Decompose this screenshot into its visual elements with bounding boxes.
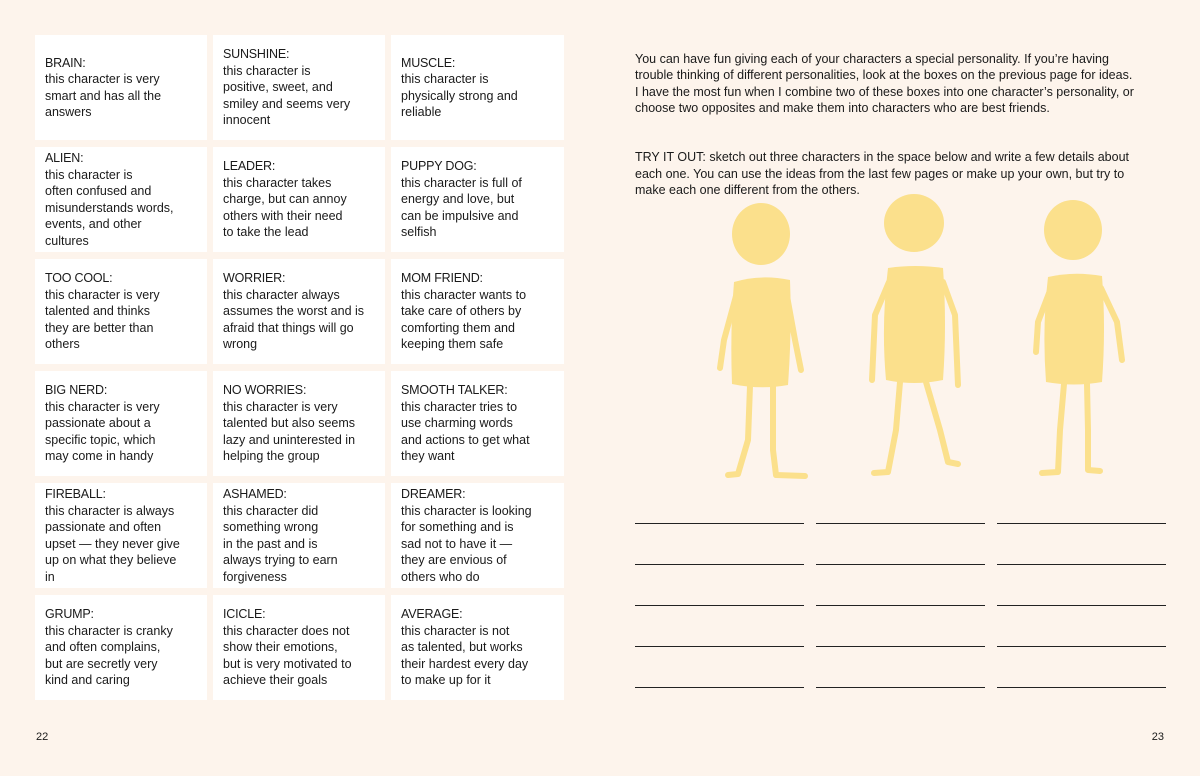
personality-card-sunshine <box>213 35 385 140</box>
right-page <box>600 0 1200 776</box>
card-text: this character does not show their emotions, but is very motivated to achieve their goals <box>223 623 352 688</box>
character-figures <box>660 190 1140 490</box>
card-text: this character is positive, sweet, and smiley and seems very innocent <box>223 63 351 128</box>
card-text: this character is very smart and has all the answers <box>45 72 162 119</box>
writing-line[interactable] <box>997 524 1166 565</box>
card-title: ICICLE: <box>223 607 266 622</box>
page-number-right: 23 <box>1151 731 1164 743</box>
card-title: AVERAGE: <box>401 607 463 622</box>
card-title: LEADER: <box>223 159 276 174</box>
card-title: NO WORRIES: <box>223 383 307 398</box>
personality-card-puppy-dog <box>391 147 564 252</box>
writing-line[interactable] <box>635 514 804 524</box>
writing-line[interactable] <box>635 647 804 688</box>
personality-card-ashamed <box>213 483 385 588</box>
writing-line[interactable] <box>816 524 985 565</box>
personality-card-average <box>391 595 564 700</box>
card-title: PUPPY DOG: <box>401 159 477 174</box>
card-text: this character is full of energy and love, but can be impulsive and selfish <box>401 175 522 240</box>
writing-line[interactable] <box>816 514 985 524</box>
personality-card-leader <box>213 147 385 252</box>
card-title: BRAIN: <box>45 55 86 70</box>
card-text: this character did something wrong in the past and is always trying to earn forgiveness <box>223 503 338 584</box>
personality-card-fireball <box>35 483 207 588</box>
try-it-out-paragraph: TRY IT OUT: sketch out three characters in the space below and write a few details about each one. You can use the ideas from the last few pages or make up your own, but try to make each one different from the others. <box>635 150 1130 197</box>
card-text: this character is looking for something and is sad not to have it — they are envious of others who do <box>401 503 532 584</box>
personality-card-smooth-talker <box>391 371 564 476</box>
writing-line[interactable] <box>997 606 1166 647</box>
writing-line[interactable] <box>635 565 804 606</box>
card-title: TOO COOL: <box>45 271 113 286</box>
personality-card-worrier <box>213 259 385 364</box>
writing-line[interactable] <box>816 606 985 647</box>
writing-line[interactable] <box>635 606 804 647</box>
card-text: this character is very passionate about a specific topic, which may come in handy <box>45 399 160 464</box>
card-text: this character is very talented but also seems lazy and uninterested in helping the group <box>223 399 356 464</box>
page-number-left: 22 <box>36 731 49 743</box>
writing-lines <box>635 514 1165 688</box>
writing-line[interactable] <box>816 647 985 688</box>
personality-card-no-worries <box>213 371 385 476</box>
personality-card-dreamer <box>391 483 564 588</box>
card-title: ALIEN: <box>45 151 84 165</box>
stick-figure <box>872 194 958 473</box>
card-text: this character tries to use charming words and actions to get what they want <box>401 399 530 464</box>
card-text: this character is cranky and often complains, but are secretly very kind and caring <box>45 623 173 688</box>
personality-card-big-nerd <box>35 371 207 476</box>
personality-grid <box>35 35 564 700</box>
card-title: WORRIER: <box>223 271 286 286</box>
personality-card-mom-friend <box>391 259 564 364</box>
personality-card-alien <box>35 147 207 252</box>
writing-line[interactable] <box>816 565 985 606</box>
card-text: this character is not as talented, but works their hardest every day to make up for it <box>401 623 529 688</box>
personality-card-muscle <box>391 35 564 140</box>
card-title: SUNSHINE: <box>223 47 290 62</box>
card-text: this character is often confused and misunderstands words, events, and other cultures <box>45 167 174 248</box>
writing-line[interactable] <box>997 514 1166 524</box>
card-title: SMOOTH TALKER: <box>401 383 508 398</box>
card-text: this character is always passionate and often upset — they never give up on what they believe in <box>45 503 180 584</box>
card-title: ASHAMED: <box>223 487 287 501</box>
card-title: BIG NERD: <box>45 383 108 398</box>
writing-line[interactable] <box>997 647 1166 688</box>
personality-card-grump <box>35 595 207 700</box>
card-title: FIREBALL: <box>45 487 106 501</box>
personality-card-brain <box>35 35 207 140</box>
writing-line[interactable] <box>635 524 804 565</box>
card-title: DREAMER: <box>401 487 466 501</box>
card-text: this character is very talented and thinks they are better than others <box>45 287 160 352</box>
stick-figure <box>1036 200 1122 473</box>
card-title: MUSCLE: <box>401 55 456 70</box>
card-text: this character always assumes the worst and is afraid that things will go wrong <box>223 287 365 352</box>
card-title: GRUMP: <box>45 607 94 622</box>
card-text: this character wants to take care of others by comforting them and keeping them safe <box>401 287 527 352</box>
card-text: this character takes charge, but can annoy others with their need to take the lead <box>223 175 347 240</box>
stick-figure <box>720 203 805 476</box>
personality-card-icicle <box>213 595 385 700</box>
intro-paragraph: You can have fun giving each of your characters a special personality. If you’re having trouble thinking of different personalities, look at the boxes on the previous page for ideas. I have the most fun when I combine two of these boxes into one character’s personality, or choose two opposites and make them into characters who are best friends. <box>635 51 1134 115</box>
personality-card-too-cool <box>35 259 207 364</box>
writing-line[interactable] <box>997 565 1166 606</box>
card-text: this character is physically strong and reliable <box>401 72 518 119</box>
card-title: MOM FRIEND: <box>401 271 483 286</box>
